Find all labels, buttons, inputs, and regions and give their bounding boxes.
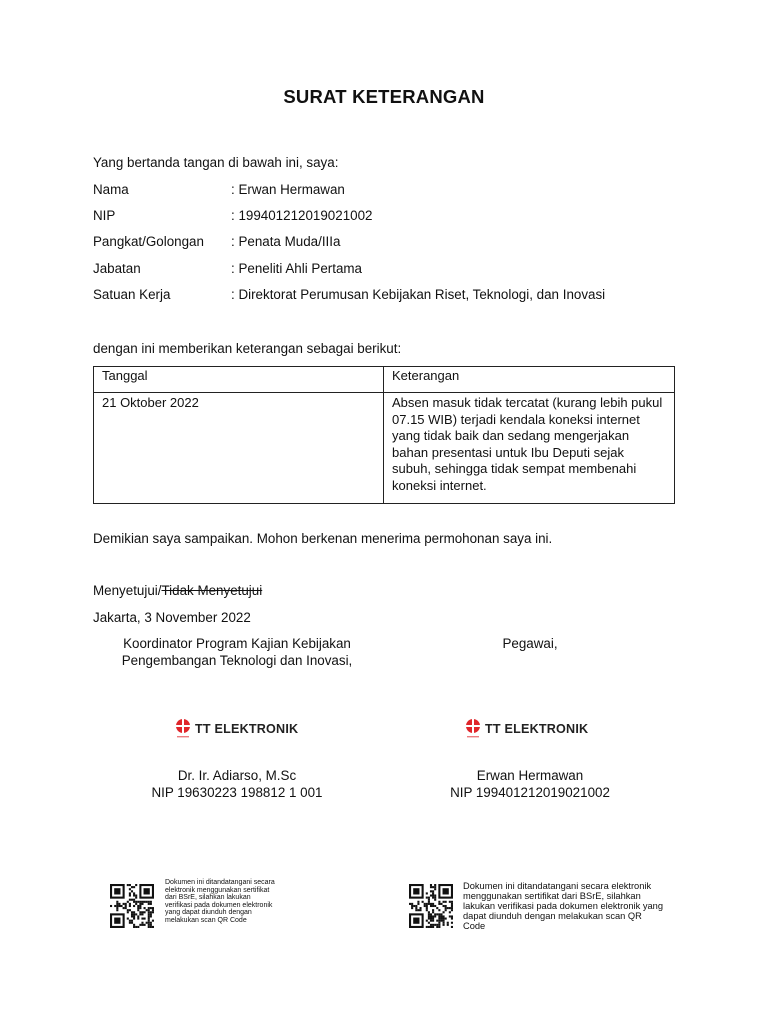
right-qr-note: Dokumen ini ditandatangani secara elektronik menggunakan sertifikat dari BSrE, silahkan lakukan verifikasi pada dokumen elektronik yang dapat diunduh dengan melakukan scan QR Code <box>463 881 663 931</box>
closing-text: Demikian saya sampaikan. Mohon berkenan menerima permohonan saya ini. <box>93 531 553 546</box>
field-value-pangkat: : Penata Muda/IIIa <box>231 234 341 249</box>
right-signer-name: Erwan Hermawan <box>476 768 584 783</box>
left-signer-role-line1: Koordinator Program Kajian Kebijakan <box>123 636 351 651</box>
right-signer-block <box>430 767 630 801</box>
approval-line <box>93 582 262 599</box>
table-cell-description: Absen masuk tidak tercatat (kurang lebih pukul 07.15 WIB) terjadi kendala koneksi internet yang tidak baik dan sedang mengerjakan bahan presentasi untuk Ibu Deputi sejak subuh, sehingga tidak sempat membenahi koneksi internet. <box>384 393 675 504</box>
left-signature-logo <box>175 718 298 740</box>
right-signature-logo <box>465 718 588 740</box>
field-value-nama: : Erwan Hermawan <box>231 182 345 197</box>
field-label-satuan-kerja: Satuan Kerja <box>93 287 171 302</box>
left-signer-role-line2: Pengembangan Teknologi dan Inovasi, <box>121 653 353 668</box>
approval-reject-struck: Tidak Menyetujui <box>161 583 263 598</box>
field-label-jabatan: Jabatan <box>93 261 141 276</box>
tte-logo-icon <box>175 718 191 740</box>
right-signer-nip: NIP 199401212019021002 <box>450 785 610 800</box>
statement-text: dengan ini memberikan keterangan sebagai berikut: <box>93 341 402 356</box>
left-signer-nip: NIP 19630223 198812 1 001 <box>151 785 323 800</box>
field-value-satuan-kerja: : Direktorat Perumusan Kebijakan Riset, Teknologi, dan Inovasi <box>231 287 606 302</box>
tte-logo-icon <box>465 718 481 740</box>
table-row <box>94 393 675 504</box>
table-cell-date: 21 Oktober 2022 <box>94 393 384 504</box>
qr-code-icon <box>409 884 453 928</box>
left-logo-text: TT ELEKTRONIK <box>195 722 299 736</box>
document-title: SURAT KETERANGAN <box>283 86 485 107</box>
table-header-keterangan: Keterangan <box>384 367 675 393</box>
field-label-nama: Nama <box>93 182 129 197</box>
right-logo-text: TT ELEKTRONIK <box>485 722 589 736</box>
left-qr-note: Dokumen ini ditandatangani secara elektronik menggunakan sertifikat dari BSrE, silahkan lakukan verifikasi pada dokumen elektronik yang dapat diunduh dengan melakukan scan QR Code <box>165 879 275 924</box>
table-header-row <box>94 367 675 393</box>
left-signer-role <box>92 635 382 669</box>
field-label-nip: NIP <box>93 208 116 223</box>
intro-text: Yang bertanda tangan di bawah ini, saya: <box>93 155 339 170</box>
field-value-jabatan: : Peneliti Ahli Pertama <box>231 261 362 276</box>
left-signer-name: Dr. Ir. Adiarso, M.Sc <box>177 768 297 783</box>
left-signer-block <box>92 767 382 801</box>
info-table <box>93 366 675 504</box>
qr-code-icon <box>110 884 154 928</box>
field-value-nip: : 199401212019021002 <box>231 208 373 223</box>
table-header-tanggal: Tanggal <box>94 367 384 393</box>
field-label-pangkat: Pangkat/Golongan <box>93 234 204 249</box>
approval-approve: Menyetujui/ <box>93 583 162 598</box>
right-signer-role: Pegawai, <box>502 636 558 651</box>
place-date: Jakarta, 3 November 2022 <box>93 610 251 625</box>
